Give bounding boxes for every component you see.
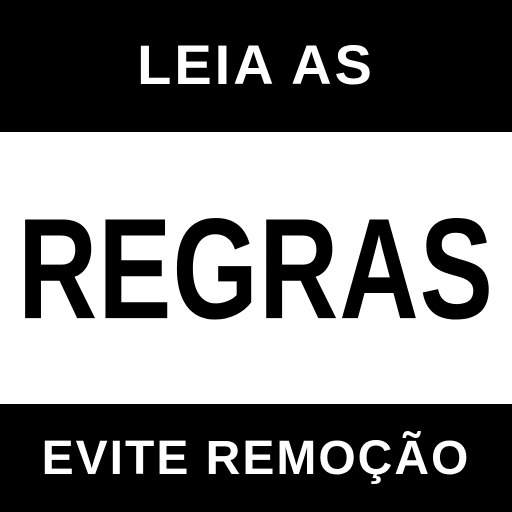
middle-band <box>0 132 512 404</box>
top-band <box>0 0 512 132</box>
top-text: LEIA AS <box>137 33 375 96</box>
main-title: REGRAS <box>17 189 495 350</box>
bottom-text: EVITE REMOÇÃO <box>41 432 471 485</box>
bottom-band <box>0 404 512 512</box>
